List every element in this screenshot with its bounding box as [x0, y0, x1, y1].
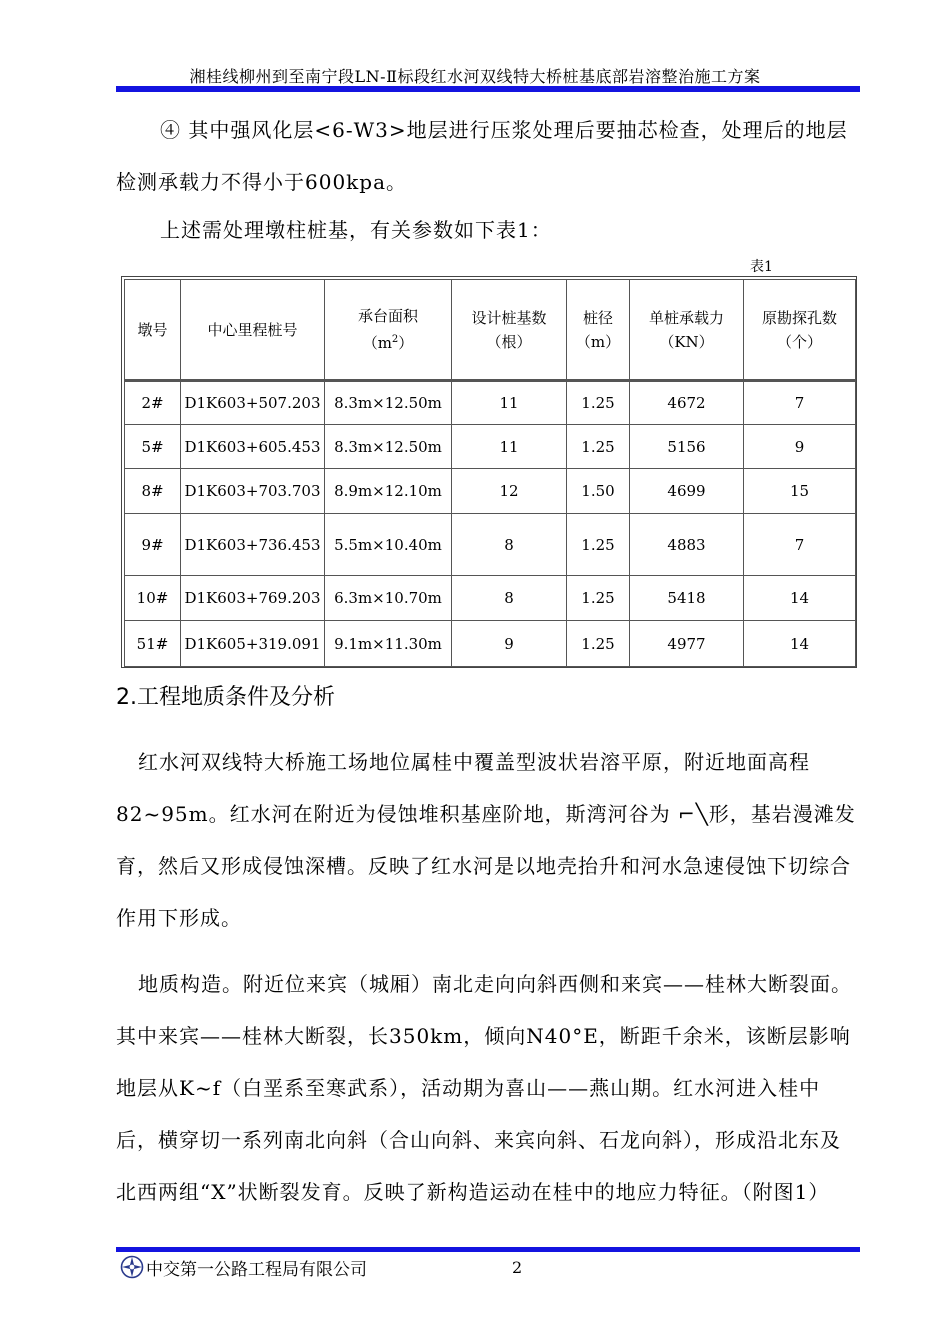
cell-area: 8.9m×12.10m [325, 469, 452, 514]
cell-pile-count: 8 [452, 576, 567, 621]
cell-capacity: 4699 [630, 469, 744, 514]
header-pier-no: 墩号 [125, 280, 181, 381]
cell-boreholes: 14 [744, 576, 856, 621]
paragraph-site-geology: 红水河双线特大桥施工场地位属桂中覆盖型波状岩溶平原，附近地面高程82~95m。红水河在附近为侵蚀堆积基座阶地，斯湾河谷为 ⌐╲形，基岩漫滩发育，然后又形成侵蚀深槽。反映了红水河是以地壳抬升和河水急速侵蚀下切综合作用下形成。 [116, 750, 856, 930]
header-chainage: 中心里程桩号 [181, 280, 325, 381]
cell-pier: 10# [125, 576, 181, 621]
cell-pile-count: 11 [452, 381, 567, 425]
header-pile-diameter: 桩径 （m） [567, 280, 630, 381]
cell-boreholes: 15 [744, 469, 856, 514]
section-heading-geology: 2.工程地质条件及分析 [116, 685, 335, 710]
cell-pile-count: 8 [452, 514, 567, 576]
table-row [125, 514, 856, 576]
footer-company-name: 中交第一公路工程局有限公司 [146, 1260, 367, 1280]
cell-pile-count: 11 [452, 425, 567, 469]
cell-capacity: 4883 [630, 514, 744, 576]
cell-chainage: D1K603+605.453 [181, 425, 325, 469]
paragraph-grouting-requirement: ④ 其中强风化层<6-W3>地层进行压浆处理后要抽芯检查，处理后的地层检测承载力不得小于600kpa。 [116, 118, 848, 194]
header-bearing-capacity: 单桩承载力 （KN） [630, 280, 744, 381]
cell-area: 9.1m×11.30m [325, 621, 452, 667]
cell-pier: 51# [125, 621, 181, 667]
page-header-title: 湘桂线柳州到至南宁段LN-Ⅱ标段红水河双线特大桥桩基底部岩溶整治施工方案 [189, 67, 761, 86]
cell-chainage: D1K603+507.203 [181, 381, 325, 425]
cell-pile-count: 12 [452, 469, 567, 514]
cell-chainage: D1K603+736.453 [181, 514, 325, 576]
cell-area: 6.3m×10.70m [325, 576, 452, 621]
table-header-row [125, 280, 856, 381]
cell-diameter: 1.50 [567, 469, 630, 514]
cell-capacity: 4977 [630, 621, 744, 667]
cell-chainage: D1K603+703.703 [181, 469, 325, 514]
cell-capacity: 5156 [630, 425, 744, 469]
cell-boreholes: 14 [744, 621, 856, 667]
cell-boreholes: 7 [744, 381, 856, 425]
table-row [125, 425, 856, 469]
cell-pier: 9# [125, 514, 181, 576]
cell-diameter: 1.25 [567, 621, 630, 667]
table-row [125, 469, 856, 514]
table-row [125, 621, 856, 667]
pile-parameters-table-frame [121, 276, 857, 668]
cell-chainage: D1K603+769.203 [181, 576, 325, 621]
cell-diameter: 1.25 [567, 425, 630, 469]
cell-diameter: 1.25 [567, 576, 630, 621]
table-row [125, 381, 856, 425]
cell-pier: 2# [125, 381, 181, 425]
cell-boreholes: 7 [744, 514, 856, 576]
paragraph-geological-structure: 地质构造。附近位来宾（城厢）南北走向向斜西侧和来宾——桂林大断裂面。其中来宾——桂林大断裂，长350km，倾向N40°E，断距千余米，该断层影响地层从K~f（白垩系至寒武系），活动期为喜山——燕山期。红水河进入桂中后，横穿切一系列南北向斜（合山向斜、来宾向斜、石龙向斜），形成沿北东及北西两组“X”状断裂发育。反映了新构造运动在桂中的地应力特征。（附图1） [116, 972, 852, 1204]
cell-diameter: 1.25 [567, 514, 630, 576]
table-caption: 表1 [750, 259, 773, 275]
cell-capacity: 4672 [630, 381, 744, 425]
header-rule [116, 86, 860, 92]
cell-pier: 8# [125, 469, 181, 514]
cell-boreholes: 9 [744, 425, 856, 469]
cell-pier: 5# [125, 425, 181, 469]
cell-pile-count: 9 [452, 621, 567, 667]
cell-chainage: D1K605+319.091 [181, 621, 325, 667]
cell-area: 8.3m×12.50m [325, 425, 452, 469]
table-row [125, 576, 856, 621]
footer-rule [116, 1247, 860, 1252]
company-logo-icon [120, 1255, 144, 1279]
cell-area: 8.3m×12.50m [325, 381, 452, 425]
cell-diameter: 1.25 [567, 381, 630, 425]
header-cap-area: 承台面积 $(m^2)$ [325, 280, 452, 381]
header-borehole-count: 原勘探孔数 （个） [744, 280, 856, 381]
cell-area: 5.5m×10.40m [325, 514, 452, 576]
pile-parameters-table [124, 279, 856, 667]
header-pile-count: 设计桩基数 （根） [452, 280, 567, 381]
page-number: 2 [512, 1258, 523, 1277]
paragraph-table-intro: 上述需处理墩柱桩基，有关参数如下表1： [160, 218, 552, 242]
cell-capacity: 5418 [630, 576, 744, 621]
